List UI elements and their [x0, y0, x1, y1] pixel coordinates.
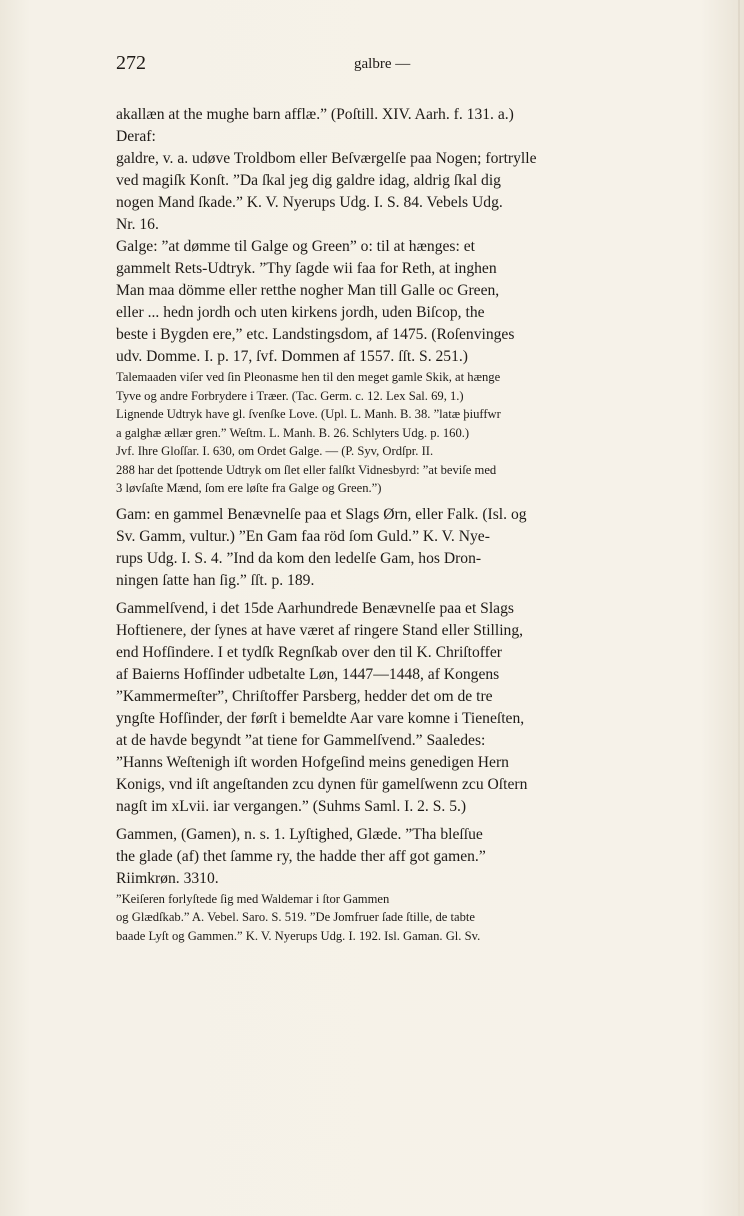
- small-line: Lignende Udtryk have gl. ſvenſke Love. (Upl. L. Manh. B. 38. ”latæ þiuffwr: [116, 407, 501, 421]
- text-line: the glade (af) thet ſamme ry, the hadde ther aff got gamen.”: [116, 847, 486, 865]
- text-line: Sv. Gamm, vultur.) ”En Gam faa röd ſom Guld.” K. V. Nye-: [116, 527, 490, 545]
- text-line: ”Hanns Weſtenigh iſt worden Hofgeſind meins genedigen Hern: [116, 753, 509, 771]
- footnote-galge: [116, 368, 696, 498]
- footnote-gammen: [116, 890, 696, 946]
- text-line: Konigs, vnd iſt angeſtanden zcu dynen für gamelſwenn zcu Oſtern: [116, 775, 528, 793]
- small-line: Talemaaden viſer ved ſin Pleonasme hen til den meget gamle Skik, at hænge: [116, 370, 501, 384]
- text-line: gammelt Rets-Udtryk. ”Thy ſagde wii faa for Reth, at inghen: [116, 260, 497, 277]
- small-line: a galghæ ællær gren.” Weſtm. L. Manh. B. 26. Schlyters Udg. p. 160.): [116, 425, 470, 440]
- small-line: Tyve og andre Forbrydere i Træer. (Tac. Germ. c. 12. Lex Sal. 69, 1.): [116, 388, 464, 403]
- entry-galge: Galge: ”at dømme til Galge og Green” o: til at hænges: et: [116, 238, 475, 255]
- text-line: akallæn at the mughe barn afflæ.” (Poſtill. XIV. Aarh. f. 131. a.): [116, 106, 514, 123]
- text-line: udv. Domme. I. p. 17, ſvf. Dommen af 1557. ſſt. S. 251.): [116, 348, 468, 365]
- text-line: Riimkrøn. 3310.: [116, 869, 219, 887]
- text-line: end Hofſindere. I et tydſk Regnſkab over den til K. Chriſtoffer: [116, 643, 502, 661]
- running-head: galbre —: [354, 56, 411, 72]
- text-line: Man maa dömme eller retthe nogher Man till Galle oc Green,: [116, 282, 500, 299]
- entry-gammelsvend: Gammelſvend, i det 15de Aarhundrede Benævnelſe paa et Slags: [116, 599, 514, 617]
- text-line: Nr. 16.: [116, 216, 159, 233]
- text-line: Deraf:: [116, 128, 156, 145]
- small-line: Jvf. Ihre Gloſſar. I. 630, om Ordet Galge. — (P. Syv, Ordſpr. II.: [116, 444, 434, 458]
- entry-gammen: Gammen, (Gamen), n. s. 1. Lyſtighed, Glæde. ”Tha bleſſue: [116, 825, 483, 843]
- small-line: baade Lyſt og Gammen.” K. V. Nyerups Udg. I. 192. Isl. Gaman. Gl. Sv.: [116, 928, 481, 943]
- text-line: ”Kammermeſter”, Chriſtoffer Parsberg, hedder det om de tre: [116, 687, 493, 705]
- small-line: ”Keiſeren forlyſtede ſig med Waldemar i ſtor Gammen: [116, 891, 390, 906]
- page-header: [116, 50, 684, 80]
- text-line: ningen ſatte han ſig.” ſſt. p. 189.: [116, 571, 315, 589]
- text-line: af Baierns Hofſinder udbetalte Løn, 1447—1448, af Kongens: [116, 665, 500, 683]
- small-line: 3 løvſaſte Mænd, ſom ere løſte fra Galge og Green.”): [116, 481, 382, 495]
- text-line: nagſt im xLvii. iar vergangen.” (Suhms Saml. I. 2. S. 5.): [116, 797, 467, 815]
- text-line: nogen Mand ſkade.” K. V. Nyerups Udg. I. S. 84. Vebels Udg.: [116, 194, 503, 211]
- text-line: Hoftienere, der ſynes at have været af ringere Stand eller Stilling,: [116, 621, 524, 639]
- text-line: at de havde begyndt ”at tiene for Gammelſvend.” Saaledes:: [116, 731, 486, 749]
- text-line: yngſte Hofſinder, der førſt i bemeldte Aar vare komne i Tieneſten,: [116, 709, 525, 727]
- small-line: 288 har det ſpottende Udtryk om ſlet eller falſkt Vidnesbyrd: ”at beviſe med: [116, 462, 497, 477]
- entry-galdre: galdre, v. a. udøve Troldbom eller Beſværgelſe paa Nogen; fortrylle: [116, 150, 537, 167]
- page-number: 272: [116, 52, 146, 74]
- page-edge: [738, 0, 740, 1216]
- entry-gam: Gam: en gammel Benævnelſe paa et Slags Ørn, eller Falk. (Isl. og: [116, 505, 527, 523]
- text-line: eller ... hedn jordh och uten kirkens jordh, uden Biſcop, the: [116, 304, 485, 321]
- text-line: rups Udg. I. S. 4. ”Ind da kom den ledelſe Gam, hos Dron-: [116, 549, 482, 567]
- text-line: beste i Bygden ere,” etc. Landstingsdom, af 1475. (Roſenvinges: [116, 326, 515, 343]
- small-line: og Glædſkab.” A. Vebel. Saro. S. 519. ”De Jomfruer ſade ſtille, de tabte: [116, 910, 475, 924]
- body-text: [116, 104, 696, 945]
- text-line: ved magiſk Konſt. ”Da ſkal jeg dig galdre idag, aldrig ſkal dig: [116, 172, 501, 189]
